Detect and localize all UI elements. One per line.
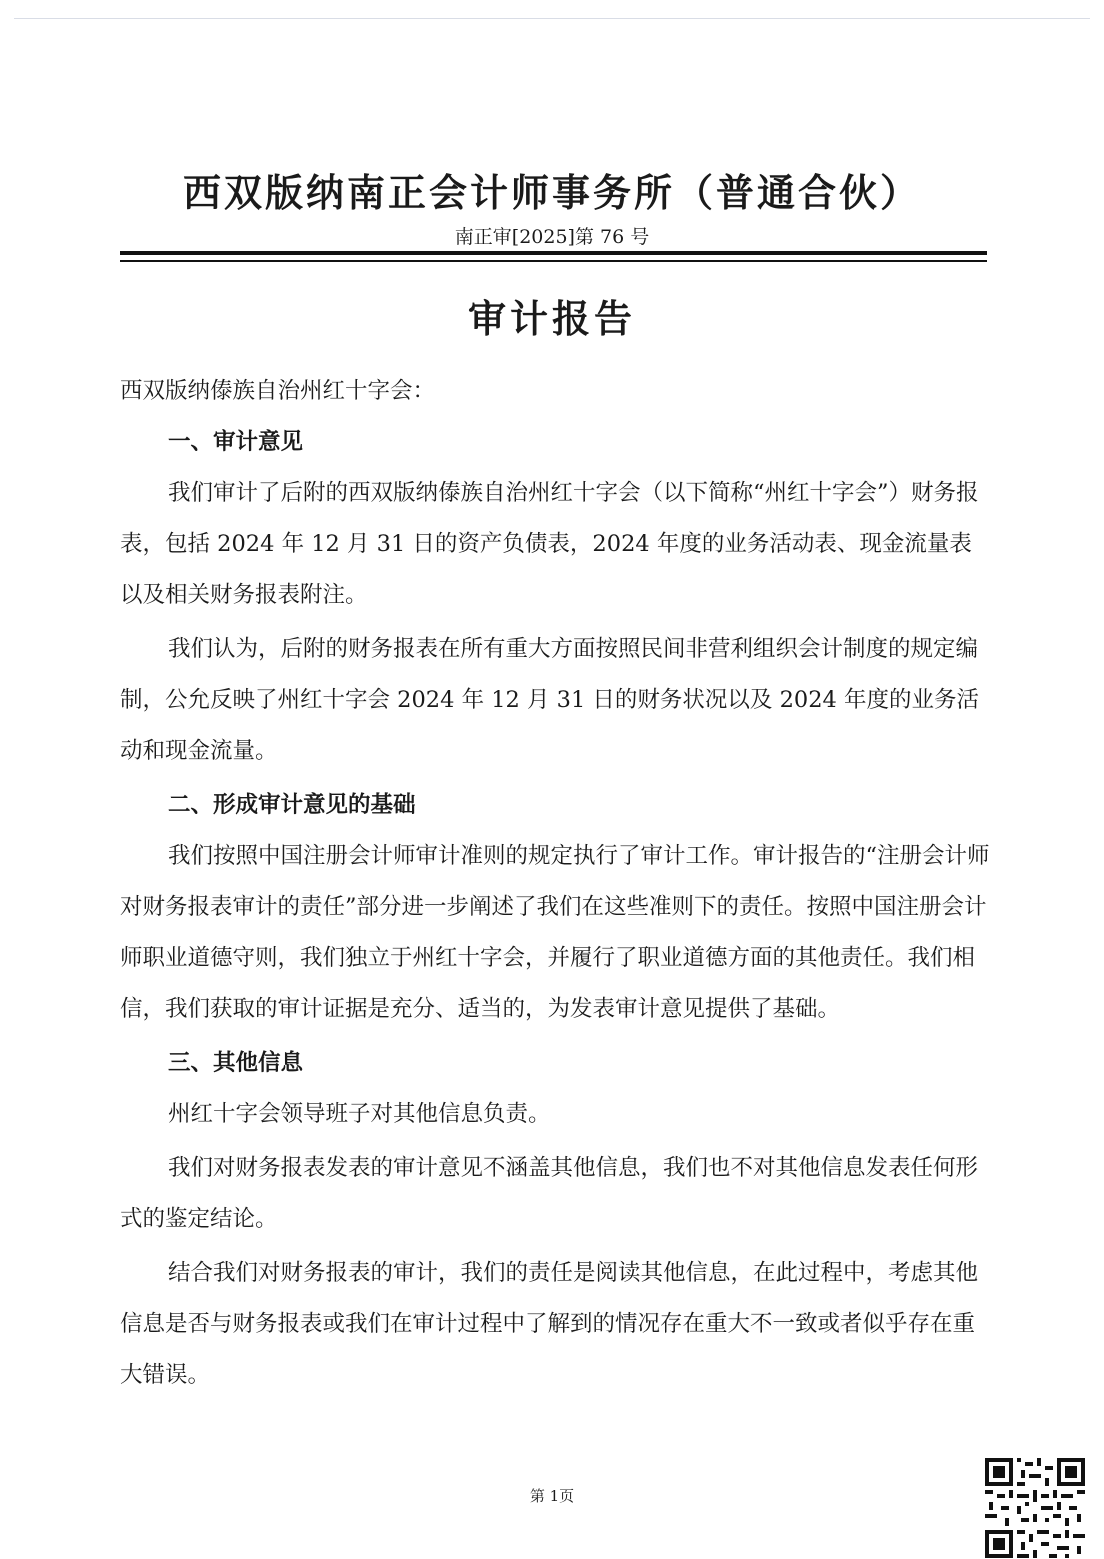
salutation: 西双版纳傣族自治州红十字会：	[120, 378, 436, 404]
paragraph: 我们按照中国注册会计师审计准则的规定执行了审计工作。审计报告的“注册会计师对财务报表审计的责任”部分进一步阐述了我们在这些准则下的责任。按照中国注册会计师职业道德守则，我们独立于州红十字会，并履行了职业道德方面的其他责任。我们相信，我们获取的审计证据是充分、适当的，为发表审计意见提供了基础。	[120, 843, 990, 1022]
report-body	[120, 366, 990, 1401]
paragraph: 结合我们对财务报表的审计，我们的责任是阅读其他信息，在此过程中，考虑其他信息是否与财务报表或我们在审计过程中了解到的情况存在重大不一致或者似乎存在重大错误。	[120, 1260, 979, 1388]
section-heading-basis: 二、形成审计意见的基础	[168, 792, 416, 818]
paragraph: 我们对财务报表发表的审计意见不涵盖其他信息，我们也不对其他信息发表任何形式的鉴定结论。	[120, 1155, 979, 1232]
header-rule-thick	[120, 251, 987, 255]
report-title: 审计报告	[467, 296, 636, 341]
paragraph: 我们审计了后附的西双版纳傣族自治州红十字会（以下简称“州红十字会”）财务报表，包括 2024 年 12 月 31 日的资产负债表，2024 年度的业务活动表、现金流量表以及相关财务报表附注。	[120, 480, 979, 608]
page-number: 第 1页	[529, 1487, 575, 1505]
firm-name: 西双版纳南正会计师事务所（普通合伙）	[182, 170, 921, 215]
document-number: 南正审[2025]第 76 号	[454, 226, 650, 248]
section-heading-opinion: 一、审计意见	[168, 429, 304, 455]
qr-code-icon[interactable]	[985, 1458, 1085, 1558]
paragraph: 我们认为，后附的财务报表在所有重大方面按照民间非营利组织会计制度的规定编制，公允反映了州红十字会 2024 年 12 月 31 日的财务状况以及 2024 年度的业务活动和现金流量。	[120, 636, 980, 764]
header-rule-thin	[120, 260, 987, 262]
top-border-line	[14, 18, 1090, 19]
paragraph: 州红十字会领导班子对其他信息负责。	[168, 1101, 551, 1127]
section-heading-other-info: 三、其他信息	[168, 1050, 304, 1076]
